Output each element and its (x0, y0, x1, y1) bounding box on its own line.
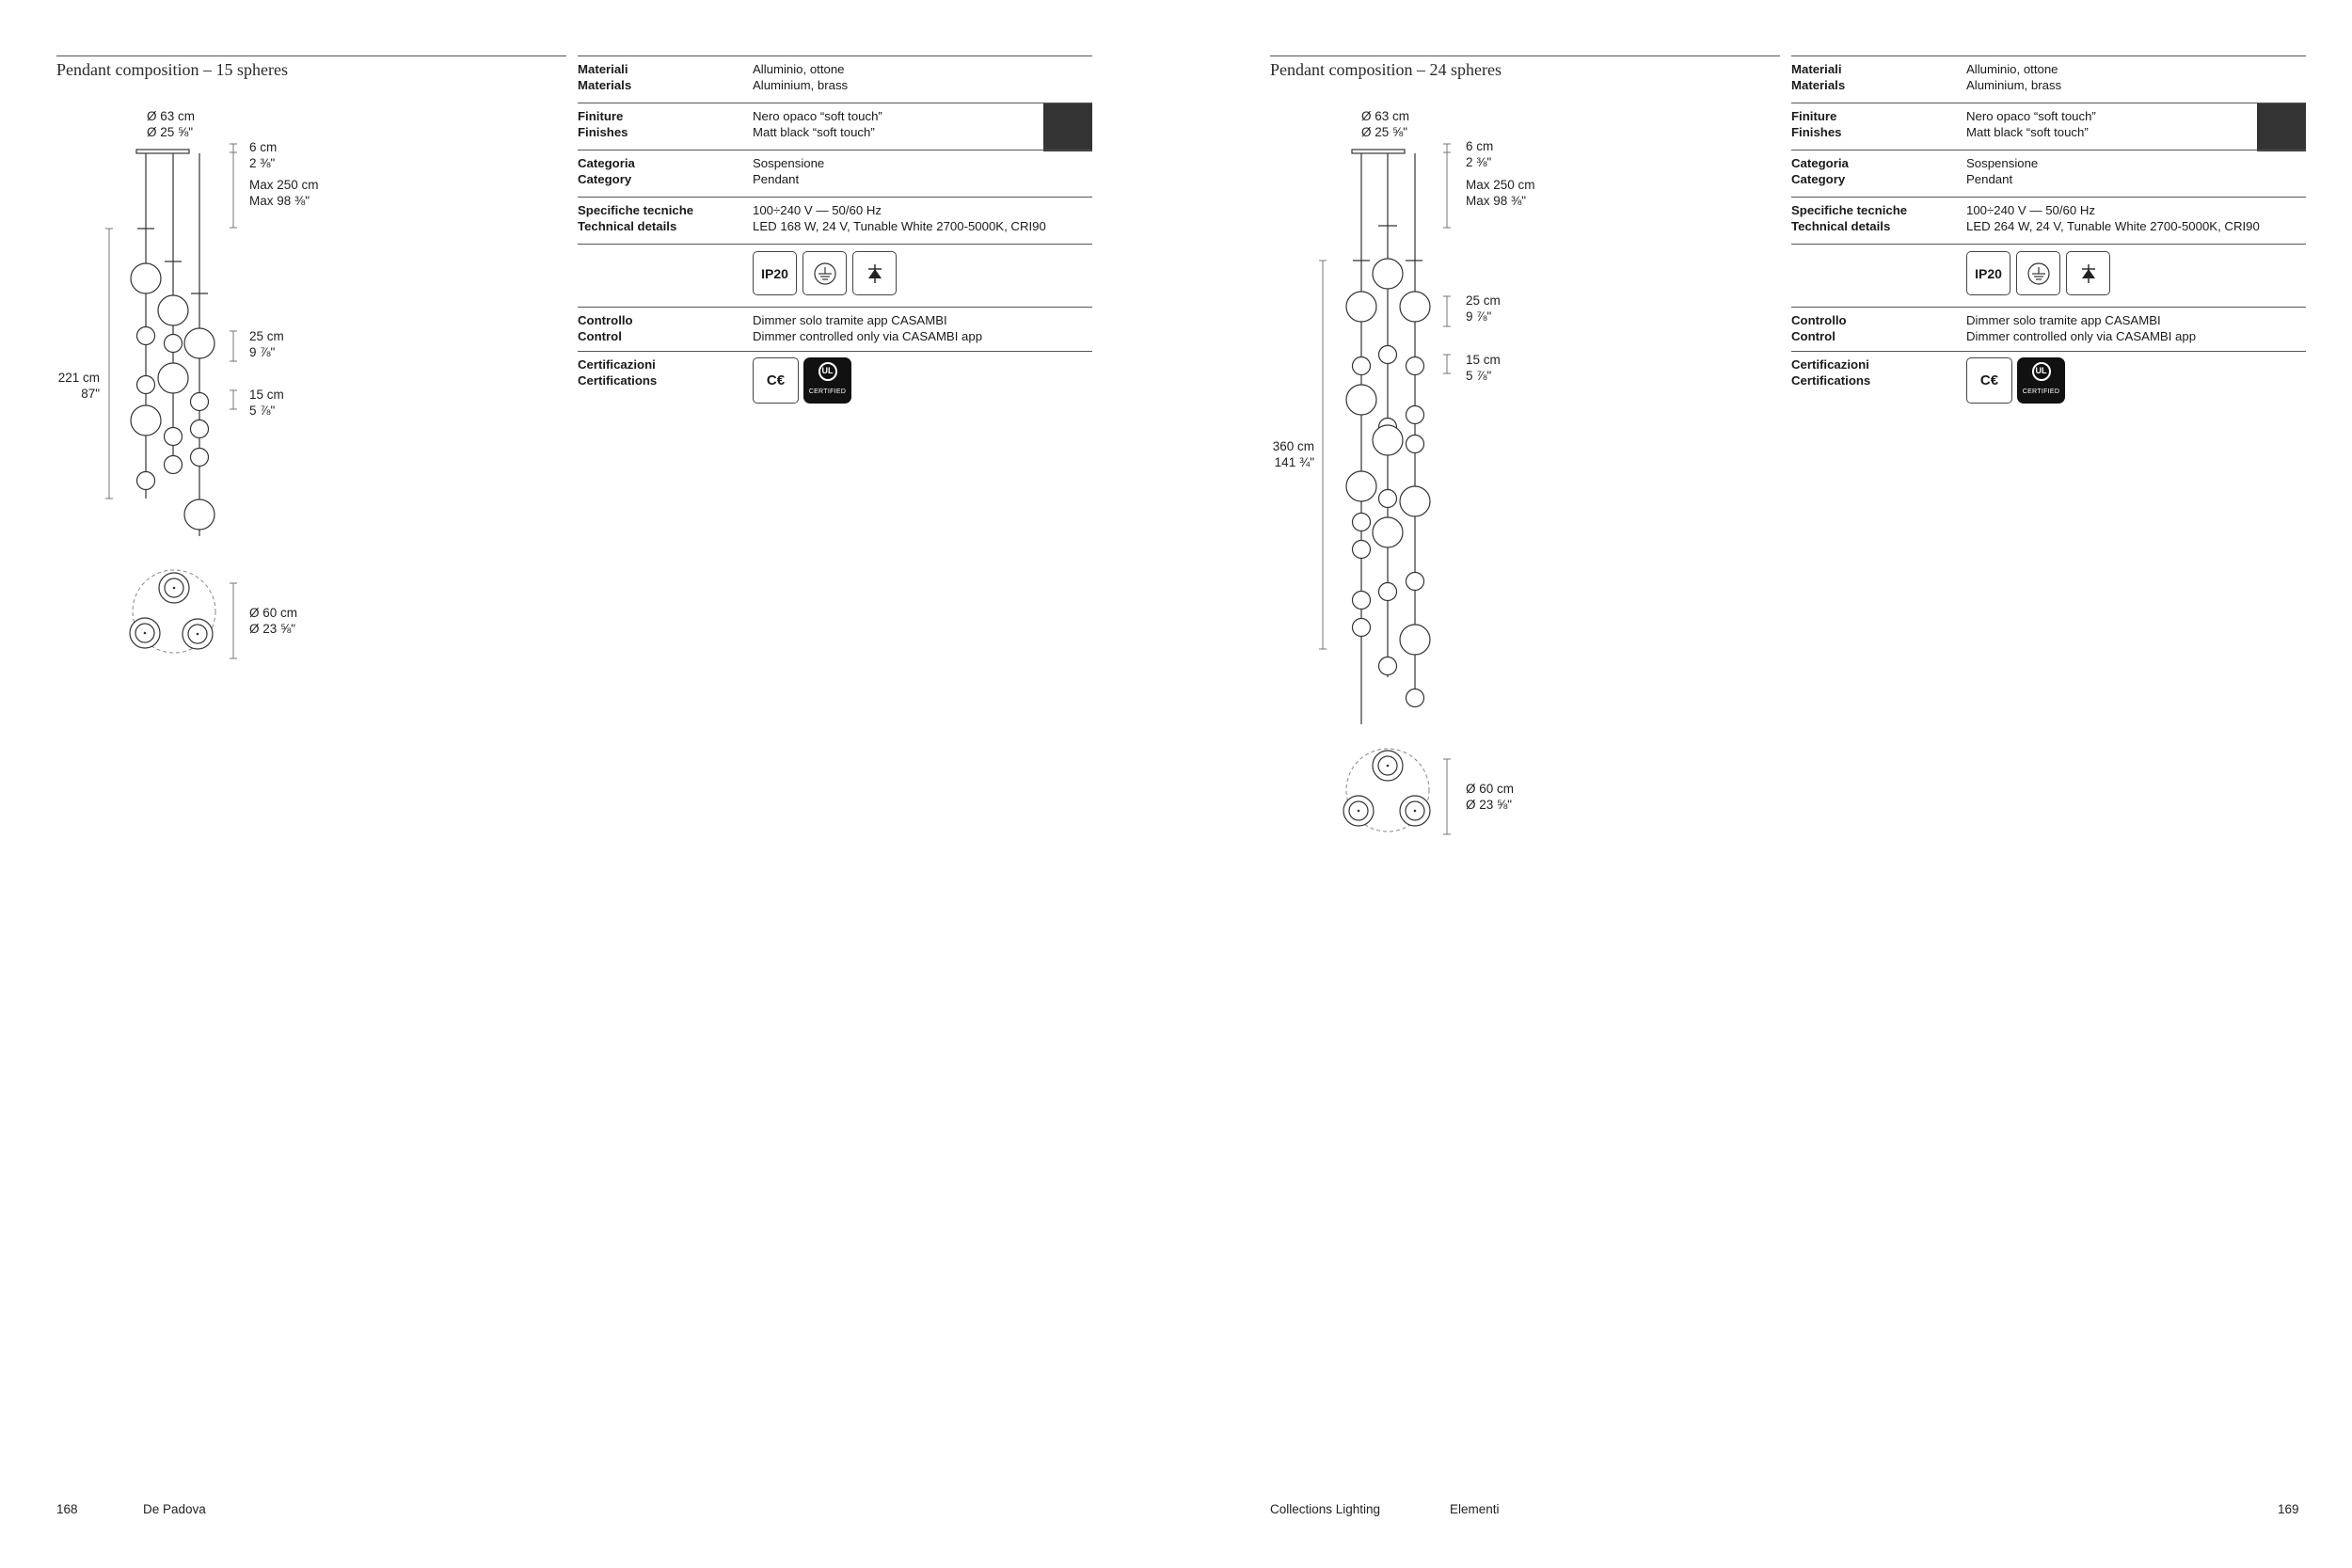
certifications-row: Certificazioni Certifications C€ UL CERTIFIED (1791, 351, 2306, 413)
category-row: Categoria Category Sospensione Pendant (1791, 150, 2306, 197)
max-length-label: Max 250 cm Max 98 ⅜" (249, 178, 319, 208)
dimension-lines (1439, 136, 1458, 842)
control-row: Controllo Control Dimmer solo tramite app CASAMBI Dimmer controlled only via CASAMBI app (578, 307, 1092, 351)
canopy-height-label: 6 cm 2 ⅜" (249, 140, 278, 170)
top-diameter-label: Ø 63 cm Ø 25 ⅝" (1361, 109, 1410, 139)
composition-title: Pendant composition – 15 spheres (56, 60, 288, 79)
pendant-elevation-drawing (94, 132, 216, 546)
category-row: Categoria Category Sospensione Pendant (578, 150, 1092, 197)
page-number: 168 (56, 1502, 78, 1516)
spec-table (1791, 55, 2306, 413)
control-row: Controllo Control Dimmer solo tramite app CASAMBI Dimmer controlled only via CASAMBI app (1791, 307, 2306, 351)
dimmable-led-icon (852, 251, 897, 295)
large-sphere-label: 25 cm 9 ⅞" (249, 329, 284, 359)
ul-certified-icon: UL CERTIFIED (2017, 357, 2065, 404)
total-height-label: 221 cm 87" (57, 371, 100, 401)
composition-title: Pendant composition – 24 spheres (1270, 60, 1502, 79)
title-rule (56, 55, 566, 56)
large-sphere-label: 25 cm 9 ⅞" (1466, 293, 1501, 324)
finish-swatch (2257, 103, 2306, 151)
finish-swatch (1043, 103, 1092, 151)
small-sphere-label: 15 cm 5 ⅞" (249, 388, 284, 418)
small-sphere-label: 15 cm 5 ⅞" (1466, 353, 1501, 383)
ip20-icon: IP20 (753, 251, 797, 295)
collection-name: Elementi (1450, 1502, 1500, 1516)
materials-row: Materiali Materials Alluminio, ottone Aluminium, brass (1791, 55, 2306, 103)
finishes-row: Finiture Finishes Nero opaco “soft touch” Matt black “soft touch” (1791, 103, 2306, 150)
ce-mark-icon: C€ (1966, 357, 2012, 404)
brand-name: De Padova (143, 1502, 206, 1516)
technical-details-row: Specifiche tecniche Technical details 100÷240 V — 50/60 Hz LED 264 W, 24 V, Tunable White 2700-5000K, CRI90 (1791, 197, 2306, 244)
dimmable-led-icon (2066, 251, 2110, 295)
ce-mark-icon: C€ (753, 357, 799, 404)
technical-icons-row (578, 244, 1092, 307)
finishes-row: Finiture Finishes Nero opaco “soft touch” Matt black “soft touch” (578, 103, 1092, 150)
section-name: Collections Lighting (1270, 1502, 1381, 1516)
ul-certified-icon: UL CERTIFIED (803, 357, 851, 404)
certifications-row: Certificazioni Certifications C€ UL CERTIFIED (578, 351, 1092, 413)
top-diameter-label: Ø 63 cm Ø 25 ⅝" (147, 109, 196, 139)
max-length-label: Max 250 cm Max 98 ⅜" (1466, 178, 1535, 208)
ip20-icon: IP20 (1966, 251, 2010, 295)
pendant-elevation-drawing (1317, 132, 1439, 724)
right-page (1214, 0, 2352, 1568)
dimension-lines (226, 136, 245, 701)
spec-table (578, 55, 1092, 413)
canopy-height-label: 6 cm 2 ⅜" (1466, 139, 1494, 169)
pendant-plan-drawing (122, 564, 226, 658)
total-height-label: 360 cm 141 ¾" (1272, 439, 1314, 469)
technical-details-row: Specifiche tecniche Technical details 100÷240 V — 50/60 Hz LED 168 W, 24 V, Tunable White 2700-5000K, CRI90 (578, 197, 1092, 244)
pendant-plan-drawing (1336, 743, 1439, 837)
class-i-earth-icon (2016, 251, 2060, 295)
class-i-earth-icon (803, 251, 847, 295)
title-rule (1270, 55, 1780, 56)
plan-diameter-label: Ø 60 cm Ø 23 ⅝" (1466, 782, 1515, 812)
page-number: 169 (2278, 1502, 2299, 1516)
plan-diameter-label: Ø 60 cm Ø 23 ⅝" (249, 606, 298, 636)
materials-row: Materiali Materials Alluminio, ottone Aluminium, brass (578, 55, 1092, 103)
technical-icons-row (1791, 244, 2306, 307)
